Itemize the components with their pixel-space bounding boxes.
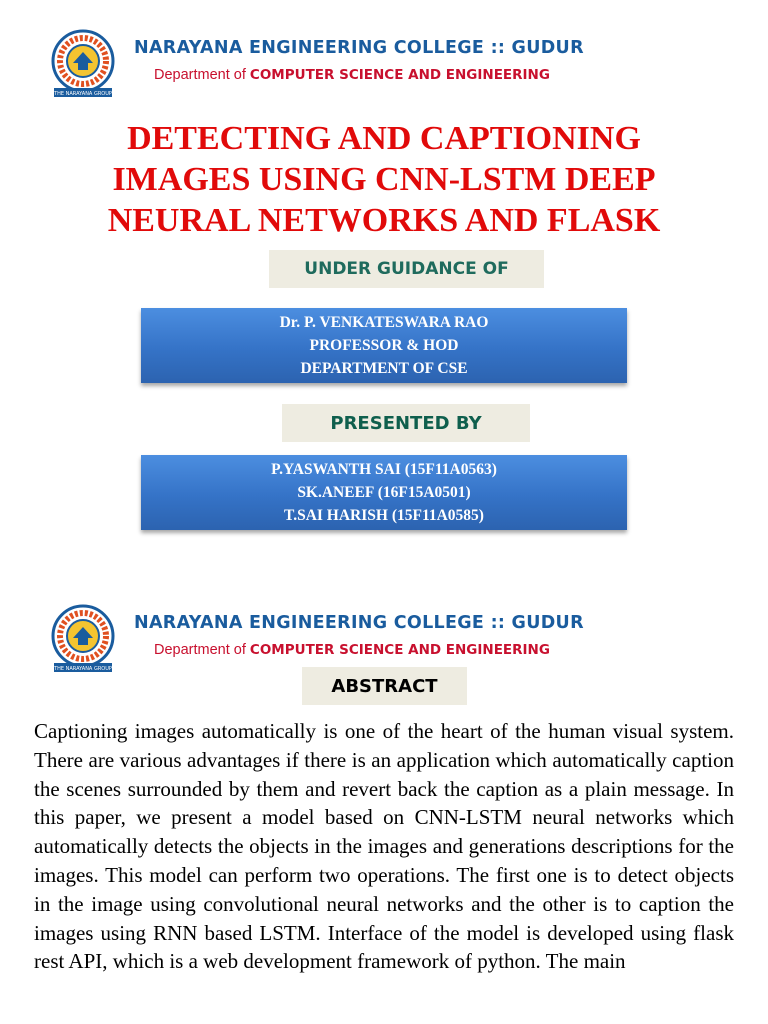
presenter: SK.ANEEF (16F15A0501) xyxy=(297,484,471,501)
presented-by-label: PRESENTED BY xyxy=(282,404,530,442)
logo-text: THE NARAYANA GROUP xyxy=(54,666,112,672)
department-line xyxy=(154,67,550,83)
guidance-label: UNDER GUIDANCE OF xyxy=(269,250,544,288)
dept-name: COMPUTER SCIENCE AND ENGINEERING xyxy=(249,642,550,658)
dept-prefix: Department of xyxy=(154,67,246,83)
guide-name: Dr. P. VENKATESWARA RAO xyxy=(279,314,489,331)
guide-designation: PROFESSOR & HOD xyxy=(309,337,459,354)
logo-text: THE NARAYANA GROUP xyxy=(54,91,112,97)
college-name: NARAYANA ENGINEERING COLLEGE :: GUDUR xyxy=(134,613,584,633)
abstract-text: Captioning images automatically is one of the heart of the human visual system. There are various advantages if there is an application which automatically caption the scenes surrounded by them and revert back the caption as a plain message. In this paper, we present a model based on CNN-LSTM neural networks which automatically detects the objects in the images and generations descriptions for the images. This model can perform two operations. The first one is to detect objects in the image using convolutional neural networks and the other is to caption the images using RNN based LSTM. Interface of the model is developed using flask rest API, which is a web development framework of python. The main xyxy=(34,719,734,974)
college-header xyxy=(40,28,740,108)
guide-department: DEPARTMENT OF CSE xyxy=(300,360,468,377)
presenters-box xyxy=(141,455,627,530)
title-line: IMAGES USING CNN-LSTM DEEP xyxy=(112,161,656,198)
presenter: P.YASWANTH SAI (15F11A0563) xyxy=(271,461,497,478)
slide-title xyxy=(0,118,768,241)
department-line xyxy=(154,642,550,658)
title-line: NEURAL NETWORKS AND FLASK xyxy=(107,202,661,239)
title-line: DETECTING AND CAPTIONING xyxy=(127,120,641,157)
guide-box xyxy=(141,308,627,383)
presenter: T.SAI HARISH (15F11A0585) xyxy=(284,507,484,524)
abstract-slide xyxy=(0,575,768,1024)
dept-name: COMPUTER SCIENCE AND ENGINEERING xyxy=(249,67,550,83)
dept-prefix: Department of xyxy=(154,642,246,658)
college-logo-icon xyxy=(40,603,126,673)
abstract-label: ABSTRACT xyxy=(302,667,467,705)
college-name: NARAYANA ENGINEERING COLLEGE :: GUDUR xyxy=(134,38,584,58)
college-logo-icon xyxy=(40,28,126,98)
